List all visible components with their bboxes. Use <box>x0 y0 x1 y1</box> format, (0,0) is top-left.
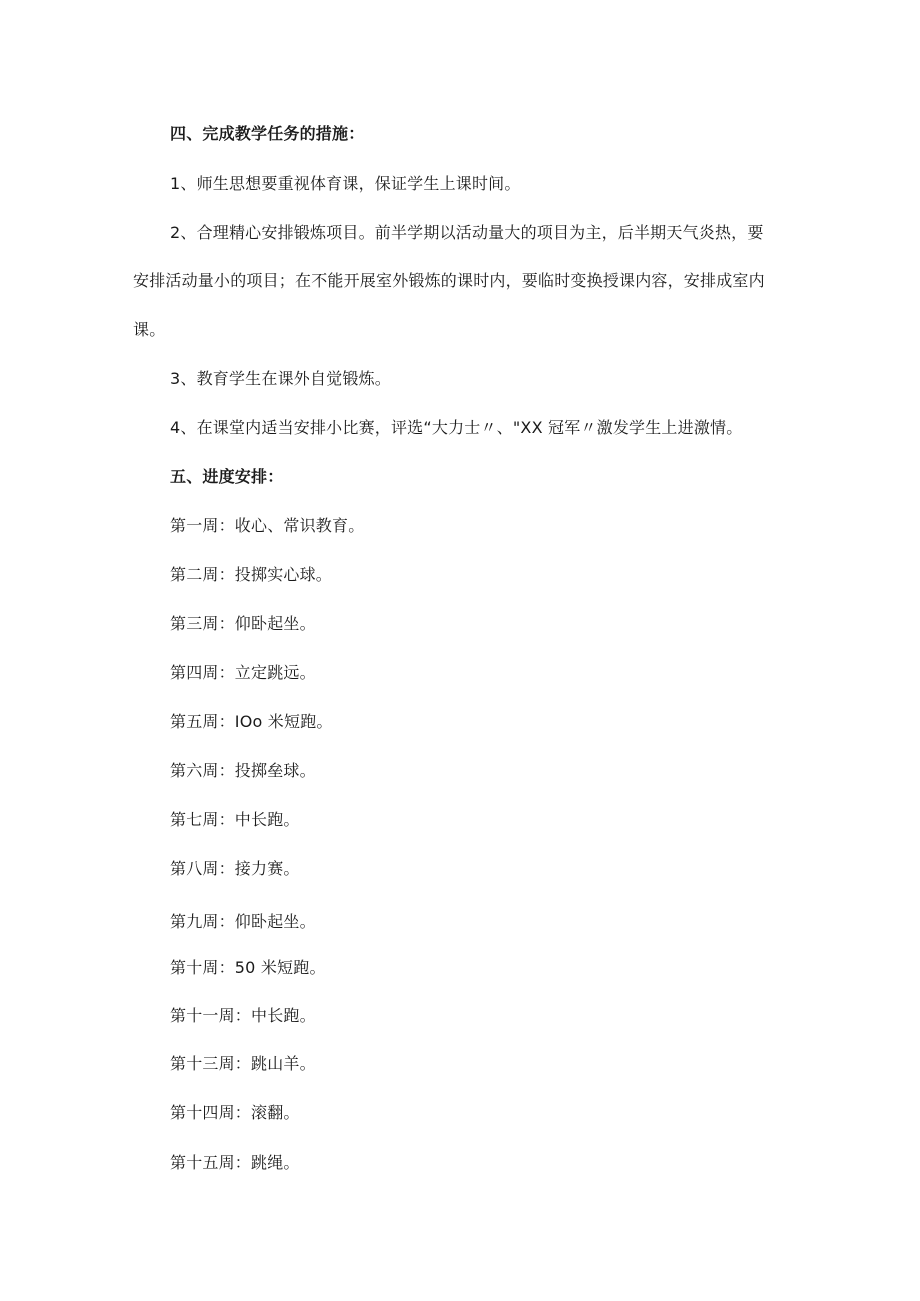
section4-item-3: 3、教育学生在课外自觉锻炼。 <box>170 369 391 388</box>
section4-item-2-line-3: 课。 <box>133 320 166 339</box>
week-item: 第一周：收心、常识教育。 <box>170 516 365 535</box>
week-item: 第八周：接力赛。 <box>170 859 300 878</box>
week-item: 第十周：50 米短跑。 <box>170 958 326 977</box>
week-item: 第七周：中长跑。 <box>170 810 300 829</box>
section4-item-2-line-2: 安排活动量小的项目；在不能开展室外锻炼的课时内，要临时变换授课内容，安排成室内 <box>133 271 765 290</box>
week-item: 第四周：立定跳远。 <box>170 663 316 682</box>
week-item: 第九周：仰卧起坐。 <box>170 912 316 931</box>
section5-heading: 五、进度安排： <box>170 467 284 486</box>
section4-heading: 四、完成教学任务的措施： <box>170 124 365 143</box>
week-item: 第六周：投掷垒球。 <box>170 761 316 780</box>
week-item: 第十一周：中长跑。 <box>170 1006 316 1025</box>
section4-item-2-line-1: 2、合理精心安排锻炼项目。前半学期以活动量大的项目为主，后半期天气炎热，要 <box>170 223 764 242</box>
week-item: 第十四周：滚翻。 <box>170 1103 300 1122</box>
week-item: 第十三周：跳山羊。 <box>170 1054 316 1073</box>
week-item: 第二周：投掷实心球。 <box>170 565 333 584</box>
section4-item-4: 4、在课堂内适当安排小比赛，评选“大力士〃、"XX 冠军〃激发学生上进激情。 <box>170 418 743 437</box>
week-item: 第三周：仰卧起坐。 <box>170 614 316 633</box>
week-item: 第五周：IOo 米短跑。 <box>170 712 333 731</box>
section4-item-1: 1、师生思想要重视体育课，保证学生上课时间。 <box>170 174 521 193</box>
week-item: 第十五周：跳绳。 <box>170 1153 300 1172</box>
